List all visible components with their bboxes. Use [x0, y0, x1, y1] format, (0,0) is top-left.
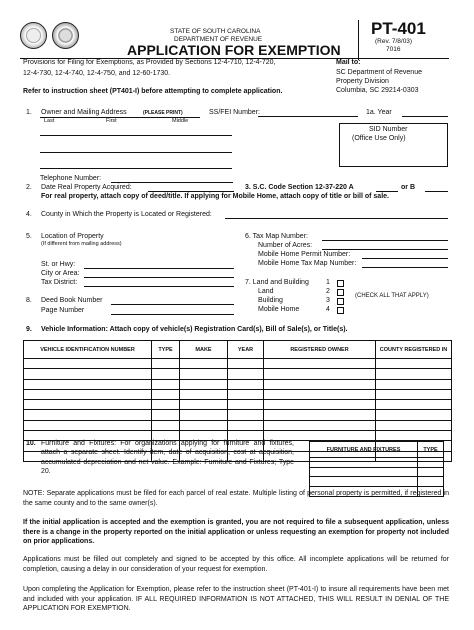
please-print-note: (PLEASE PRINT) [143, 110, 183, 116]
vehicle-table-cell[interactable] [24, 389, 152, 399]
real-property-note: For real property, attach copy of deed/title. If applying for Mobile Home, attach copy of title or bill of sale. [41, 193, 389, 200]
furniture-table-row [310, 477, 444, 487]
provisions-line-1: Provisions for Filing for Exemptions, as Provided by Sections 12-4-710, 12-4-720, [23, 59, 276, 66]
field-10-number: 10. [26, 440, 36, 447]
upon-paragraph: Upon completing the Application for Exemption, please refer to the instruction sheet (PT-401-I) to insure all requirements have been met and included with your application. IF ALL REQUIRED INFORMATION IS NOT ATTACHED, THIS WILL RESULT IN DENIAL OF THE APPLICATION FOR EXEMPTION. [23, 586, 449, 613]
vehicle-table-cell[interactable] [264, 369, 376, 379]
mobile-home-taxmap-label: Mobile Home Tax Map Number: [258, 260, 357, 267]
vehicle-table-cell[interactable] [264, 379, 376, 389]
complete-paragraph: Applications must be filled out completely and signed to be accepted by this office. All incomplete applications will be returned for completion, causing a delay in our consideration of your request for exemption. [23, 556, 449, 573]
telephone-label: Telephone Number: [40, 175, 102, 182]
department-name: DEPARTMENT OF REVENUE [174, 36, 263, 43]
furniture-table-row [310, 458, 444, 468]
state-seal-icon [20, 22, 47, 49]
mobile-home-permit-label: Mobile Home Permit Number: [258, 251, 351, 258]
date-acquired-label: Date Real Property Acquired: [41, 184, 132, 191]
vehicle-table-cell[interactable] [180, 410, 228, 420]
vehicle-table-cell[interactable] [152, 379, 180, 389]
vehicle-table-cell[interactable] [24, 379, 152, 389]
telephone-field[interactable] [111, 182, 233, 183]
mobile-home-permit-field[interactable] [362, 258, 448, 259]
vehicle-table-cell[interactable] [264, 400, 376, 410]
land-checkbox[interactable] [337, 289, 344, 296]
furniture-table-row [310, 467, 444, 477]
furniture-table-cell[interactable] [310, 458, 418, 468]
note-paragraph: NOTE: Separate applications must be filed for each parcel of real estate. Multiple listing of personal property is permitted, if registered in the same county and to the same owner(s). [23, 490, 449, 507]
vehicle-table-cell[interactable] [180, 420, 228, 430]
page-number-label: Page Number [41, 307, 85, 314]
last-name-caption: Last [44, 118, 55, 124]
year-label: 1a. Year [366, 109, 392, 116]
make-header: MAKE [180, 341, 228, 359]
instruction-reference: Refer to instruction sheet (PT401-I) before attempting to complete application. [23, 88, 283, 95]
furniture-type-header: TYPE [418, 442, 444, 458]
mobile-home-checkbox[interactable] [337, 307, 344, 314]
mail-to-line-3: Columbia, SC 29214-0303 [336, 87, 419, 94]
mobile-home-label: Mobile Home [258, 306, 300, 313]
option-4-number: 4 [326, 306, 330, 313]
city-field[interactable] [84, 277, 234, 278]
code-section-b-field[interactable] [425, 191, 448, 192]
vehicle-table-cell[interactable] [376, 379, 452, 389]
code-section-b-label: or B [401, 184, 415, 191]
vehicle-table-cell[interactable] [180, 379, 228, 389]
vehicle-table-row [24, 400, 452, 410]
address-line-2[interactable] [40, 152, 232, 153]
vehicle-table-cell[interactable] [228, 410, 264, 420]
vehicle-table-cell[interactable] [376, 431, 452, 441]
furniture-header: FURNITURE AND FIXTURES [310, 442, 418, 458]
vehicle-info-label: Vehicle Information: Attach copy of vehicle(s) Registration Card(s), Bill of Sale(s), or Title(s). [41, 326, 348, 333]
county-header: COUNTY REGISTERED IN [376, 341, 452, 359]
type-header: TYPE [152, 341, 180, 359]
vehicle-table-cell[interactable] [376, 420, 452, 430]
vehicle-table-cell[interactable] [376, 369, 452, 379]
first-name-caption: First [106, 118, 117, 124]
form-number: PT-401 [371, 19, 426, 38]
deed-book-field[interactable] [111, 304, 234, 305]
form-title: APPLICATION FOR EXEMPTION [127, 42, 341, 58]
mail-to-label: Mail to: [336, 59, 361, 66]
field-1-number: 1. [26, 109, 32, 116]
owner-address-label: Owner and Mailing Address [41, 109, 127, 116]
form-code: 7016 [386, 46, 401, 53]
vehicle-table-cell[interactable] [228, 389, 264, 399]
vehicle-table-cell[interactable] [24, 420, 152, 430]
vehicle-table-cell[interactable] [152, 369, 180, 379]
vehicle-table-cell[interactable] [180, 359, 228, 369]
vehicle-table-cell[interactable] [24, 410, 152, 420]
furniture-table-cell[interactable] [310, 477, 418, 487]
year-field[interactable] [402, 116, 448, 117]
code-section-a-field[interactable] [376, 191, 398, 192]
department-seal-icon [52, 22, 79, 49]
vehicle-table-cell[interactable] [152, 410, 180, 420]
date-acquired-field[interactable] [148, 191, 234, 192]
county-field[interactable] [225, 218, 448, 219]
option-3-number: 3 [326, 297, 330, 304]
option-1-number: 1 [326, 279, 330, 286]
vehicle-table-cell[interactable] [228, 359, 264, 369]
page-number-field[interactable] [111, 314, 234, 315]
vehicle-table-cell[interactable] [152, 420, 180, 430]
tax-map-label: 6. Tax Map Number: [245, 233, 308, 240]
tax-map-field[interactable] [322, 240, 448, 241]
mail-to-line-2: Property Division [336, 78, 389, 85]
vehicle-table-cell[interactable] [152, 389, 180, 399]
field-5-number: 5. [26, 233, 32, 240]
vehicle-table-row [24, 379, 452, 389]
vehicle-table-cell[interactable] [24, 359, 152, 369]
vehicle-table-cell[interactable] [264, 389, 376, 399]
vehicle-table-cell[interactable] [180, 389, 228, 399]
location-label: Location of Property [41, 233, 104, 240]
address-line-3[interactable] [40, 168, 232, 169]
field-9-number: 9. [26, 326, 32, 333]
vehicle-table-cell[interactable] [264, 410, 376, 420]
vehicle-table-header [24, 341, 452, 359]
furniture-text: Furniture and Fixtures: For organizations applying for furniture and fixtures, attach a separate sheet. Identify item, date of acquisition, cost at acquisition, accumulated depreciation and net value. Example: Furniture and Fixtures; Type 20. [41, 440, 294, 476]
mobile-home-taxmap-field[interactable] [362, 267, 448, 268]
vehicle-table-row [24, 420, 452, 430]
vehicle-table-cell[interactable] [152, 400, 180, 410]
building-checkbox[interactable] [337, 298, 344, 305]
furniture-table-cell[interactable] [310, 467, 418, 477]
check-all-note: (CHECK ALL THAT APPLY) [355, 293, 429, 299]
field-2-number: 2. [26, 184, 32, 191]
vehicle-table-row [24, 410, 452, 420]
mail-to-line-1: SC Department of Revenue [336, 69, 422, 76]
furniture-table-cell[interactable] [418, 458, 444, 468]
vehicle-table-row [24, 389, 452, 399]
address-line-1[interactable] [40, 135, 232, 136]
vehicle-table-cell[interactable] [376, 400, 452, 410]
vehicle-table-cell[interactable] [228, 369, 264, 379]
street-label: St. or Hwy: [41, 261, 76, 268]
year-header: YEAR [228, 341, 264, 359]
vehicle-table-cell[interactable] [376, 389, 452, 399]
vehicle-table-row [24, 359, 452, 369]
vehicle-table-cell[interactable] [228, 420, 264, 430]
land-building-label: 7. Land and Building [245, 279, 309, 286]
furniture-table-cell[interactable] [418, 467, 444, 477]
office-use-label: (Office Use Only) [352, 135, 406, 142]
field-4-number: 4. [26, 211, 32, 218]
city-label: City or Area: [41, 270, 80, 277]
vehicle-table-cell[interactable] [376, 359, 452, 369]
furniture-table-header [310, 442, 444, 458]
building-label: Building [258, 297, 283, 304]
state-name: STATE OF SOUTH CAROLINA [170, 28, 261, 35]
street-field[interactable] [84, 268, 234, 269]
revision-date: (Rev. 7/8/03) [375, 38, 413, 45]
county-label: County in Which the Property is Located or Registered: [41, 211, 212, 218]
vehicle-table-cell[interactable] [180, 400, 228, 410]
land-building-checkbox[interactable] [337, 280, 344, 287]
vehicle-table-cell[interactable] [264, 359, 376, 369]
ssn-field[interactable] [258, 116, 358, 117]
vehicle-table-cell[interactable] [228, 379, 264, 389]
vehicle-table-row [24, 369, 452, 379]
field-8-number: 8. [26, 297, 32, 304]
vehicle-table-cell[interactable] [376, 410, 452, 420]
ssn-label: SS/FEI Number: [209, 109, 260, 116]
vehicle-table-cell[interactable] [152, 359, 180, 369]
vehicle-table-cell[interactable] [180, 369, 228, 379]
provisions-line-2: 12-4-730, 12-4-740, 12-4-750, and 12-60-1730. [23, 70, 171, 77]
accepted-paragraph: If the initial application is accepted and the exemption is granted, you are not required to file a subsequent application, unless there is a change in the property reported on the initial application or unless requesting an exemption for property not included on prior applications. [23, 519, 449, 546]
acres-field[interactable] [322, 249, 448, 250]
option-2-number: 2 [326, 288, 330, 295]
owner-header: REGISTERED OWNER [264, 341, 376, 359]
vehicle-table-cell[interactable] [264, 420, 376, 430]
sid-label: SID Number [369, 126, 408, 133]
vin-header: VEHICLE IDENTIFICATION NUMBER [24, 341, 152, 359]
vehicle-table-cell[interactable] [24, 400, 152, 410]
tax-district-label: Tax District: [41, 279, 78, 286]
furniture-table-cell[interactable] [418, 477, 444, 487]
location-sub-note: (If different from mailing address) [41, 241, 122, 247]
middle-name-caption: Middle [172, 118, 189, 124]
acres-label: Number of Acres: [258, 242, 313, 249]
deed-book-label: Deed Book Number [41, 297, 103, 304]
tax-district-field[interactable] [84, 286, 234, 287]
code-section-label: 3. S.C. Code Section 12-37-220 A [245, 184, 354, 191]
vehicle-table-cell[interactable] [228, 400, 264, 410]
land-label: Land [258, 288, 274, 295]
vehicle-table-cell[interactable] [24, 369, 152, 379]
